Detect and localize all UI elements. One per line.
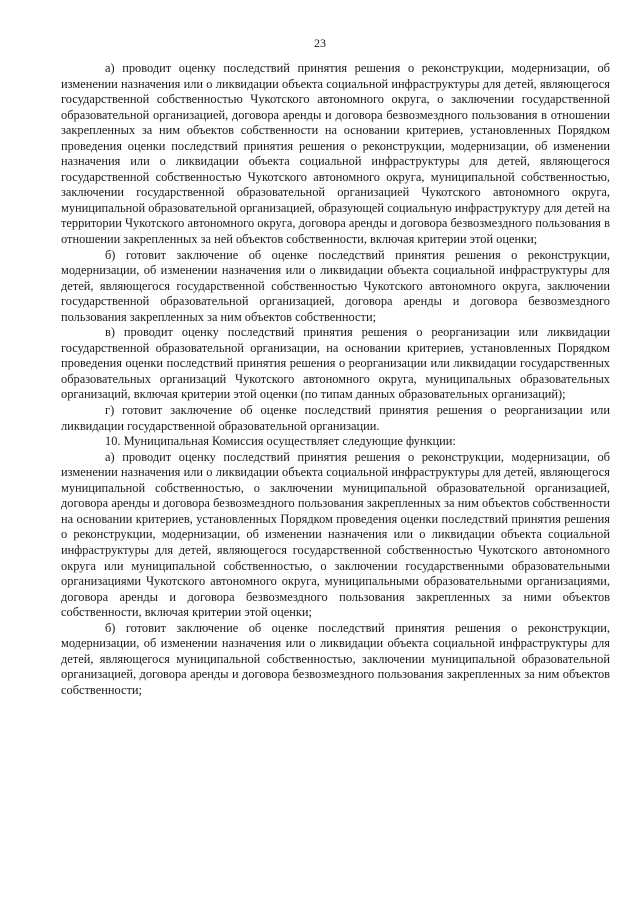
paragraph-item-g: г) готовит заключение об оценке последствий принятия решения о реорганизации или ликвидации государственной образовательной организации. (61, 403, 610, 433)
page-number: 23 (314, 36, 326, 50)
paragraph-item-b: б) готовит заключение об оценке последствий принятия решения о реконструкции, модернизации, об изменении назначения или о ликвидации объекта социальной инфраструктуры для детей, являющегося государственной собственностью Чукотского автономного округа, заключении государственной образовательной организацией, договора аренды и договора безвозмездного пользования закрепленных за ним объектов собственности; (61, 247, 610, 324)
paragraph-item-a: а) проводит оценку последствий принятия решения о реконструкции, модернизации, об изменении назначения или о ликвидации объекта социальной инфраструктуры для детей, являющегося государственной собственностью Чукотского автономного округа, о заключении государственной образовательной организацией, договора аренды и договора безвозмездного пользования в отношении закрепленных за ним объектов собственности на основании критериев, установленных Порядком проведения оценки последствий принятия решения о реконструкции, модернизации, об изменении назначения или о ликвидации объекта социальной инфраструктуры для детей, являющегося государственной собственностью Чукотского автономного округа, муниципальной собственностью, заключении государственной образовательной организацией Чукотского автономного округа, муниципальной образовательной организацией, образующей социальную инфраструктуру для детей на территории Чукотского автономного округа, договора аренды и договора безвозмездного пользования в отношении закрепленных за ней объектов собственности, включая критерии этой оценки; (61, 61, 610, 247)
section-10-heading: 10. Муниципальная Комиссия осуществляет следующие функции: (105, 434, 456, 449)
paragraph-10-item-a: а) проводит оценку последствий принятия решения о реконструкции, модернизации, об изменении назначения или о ликвидации объекта социальной инфраструктуры для детей, являющегося муниципальной собственностью, о заключении муниципальной образовательной организацией, договора аренды и договора безвозмездного пользования закрепленных за ним объектов собственности на основании критериев, установленных Порядком проведения оценки последствий принятия решения о реконструкции, модернизации, об изменении назначения или о ликвидации объекта социальной инфраструктуры для детей, являющегося государственной собственностью Чукотского автономного округа или муниципальной собственностью, о заключении государственными образовательными организациями Чукотского автономного округа, муниципальными образовательными организациями, договора аренды и договора безвозмездного пользования закрепленных за ними объектов собственности, включая критерии этой оценки; (61, 449, 610, 620)
paragraph-10-item-b: б) готовит заключение об оценке последствий принятия решения о реконструкции, модернизации, об изменении назначения или о ликвидации объекта социальной инфраструктуры для детей, являющегося муниципальной собственностью, заключении муниципальной образовательной организацией, договора аренды и договора безвозмездного пользования закрепленных за ним объектов собственности; (61, 620, 610, 697)
document-body (61, 61, 610, 698)
paragraph-item-v: в) проводит оценку последствий принятия решения о реорганизации или ликвидации государственной образовательной организации, на основании критериев, установленных Порядком проведения оценки последствий принятия решения о реорганизации или ликвидации государственных образовательных организаций Чукотского автономного округа, муниципальных образовательных организаций, включая критерии этой оценки (по типам данных образовательных организаций); (61, 325, 610, 402)
